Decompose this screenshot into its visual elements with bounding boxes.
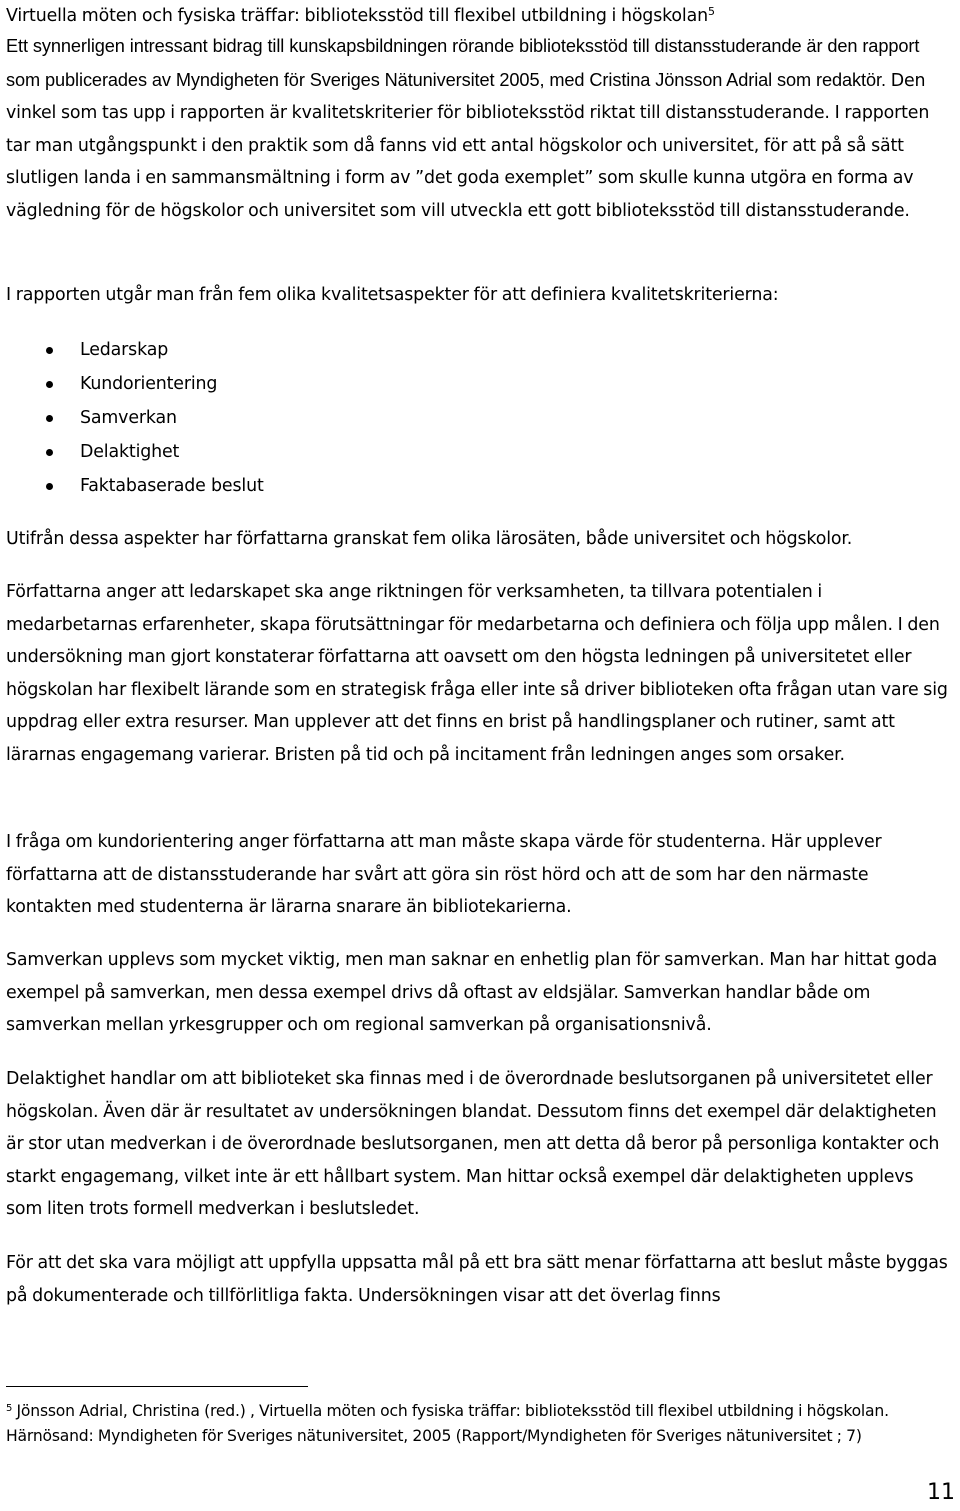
- footnote-reference: 5: [707, 5, 715, 18]
- page-number: 11: [927, 1480, 955, 1505]
- list-item: Kundorientering: [6, 367, 952, 401]
- heading-text: Virtuella möten och fysiska träffar: biblioteksstöd till flexibel utbildning i högskolan: [6, 6, 708, 26]
- footnote-mark: 5: [6, 1403, 13, 1414]
- paragraph-faktabaserade: För att det ska vara möjligt att uppfylla uppsatta mål på ett bra sätt menar författarna att beslut måste byggas på dokumenterade och tillförlitliga fakta. Undersökningen visar att det överlag finns: [6, 1253, 948, 1306]
- paragraph-examined: Utifrån dessa aspekter har författarna granskat fem olika lärosäten, både universitet och högskolor.: [6, 529, 853, 549]
- paragraph-ledarskap: Författarna anger att ledarskapet ska ange riktningen för verksamheten, ta tillvara potentialen i medarbetarnas erfarenheter, skapa förutsättningar för medarbetarna och definiera och följa upp målen. I den undersökning man gjort konstaterar författarna att oavsett om den högsta ledningen på universitetet eller högskolan har flexibelt lärande som en strategisk fråga eller inte så driver biblioteken ofta frågan utan vare sig uppdrag eller extra resurser. Man upplever att det finns en brist på handlingsplaner och rutiner, samt att lärarnas engagemang varierar. Bristen på tid och på incitament från ledningen anges som orsaker.: [6, 582, 948, 765]
- paragraph-kundorientering: I fråga om kundorientering anger författarna att man måste skapa värde för studenterna. Här upplever författarna att de distansstuderande har svårt att göra sin röst hörd och att de som har den närmaste kontakten med studenterna är lärarna snarare än bibliotekarierna.: [6, 832, 882, 917]
- list-item: Faktabaserade beslut: [6, 469, 952, 503]
- paragraph-aspects-intro: I rapporten utgår man från fem olika kvalitetsaspekter för att definiera kvalitetskriterierna:: [6, 285, 779, 305]
- paragraph-samverkan: Samverkan upplevs som mycket viktig, men man saknar en enhetlig plan för samverkan. Man har hittat goda exempel på samverkan, men dessa exempel drivs då oftast av eldsjälar. Samverkan handlar både om samverkan mellan yrkesgrupper och om regional samverkan på organisationsnivå.: [6, 950, 938, 1035]
- paragraph-intro-rest: Den vinkel som tas upp i rapporten är kvalitetskriterier för biblioteksstöd riktat till distansstuderande. I rapporten tar man utgångspunkt i den praktik som då fanns vid ett antal högskolor och universitet, för att på så sätt slutligen landa i en sammansmältning i form av ”det goda exemplet” som skulle kunna utgöra en forma av vägledning för de högskolor och universitet som vill utveckla ett gott biblioteksstöd till distansstuderande.: [6, 70, 930, 221]
- footnote-text: Jönsson Adrial, Christina (red.) , Virtuella möten och fysiska träffar: biblioteksstöd till flexibel utbildning i högskolan. Härnösand: Myndigheten för Sveriges nätuniversitet, 2005 (Rapport/Myndigheten för Sveriges nätuniversitet ; 7): [6, 1402, 889, 1445]
- footnote-separator: [6, 1386, 308, 1387]
- section-heading: [6, 0, 954, 33]
- paragraph-intro-lead: Ett synnerligen intressant bidrag till kunskapsbildningen rörande biblioteksstöd till distansstuderande är den rapport som publicerades av Myndigheten för Sveriges Nätuniversitet 2005, med Cristina Jönsson Adrial som redaktör.: [6, 36, 920, 90]
- list-item: Samverkan: [6, 401, 952, 435]
- list-item: Delaktighet: [6, 435, 952, 469]
- paragraph-delaktighet: Delaktighet handlar om att biblioteket ska finnas med i de överordnade beslutsorganen på universitetet eller högskolan. Även där är resultatet av undersökningen blandat. Dessutom finns det exempel där delaktigheten är stor utan medverkan i de överordnade beslutsorganen, men att detta då beror på personliga kontakter och starkt engagemang, vilket inte är ett hållbart system. Man hittar också exempel där delaktigheten upplevs som liten trots formell medverkan i beslutsledet.: [6, 1069, 940, 1219]
- paragraph-intro: [6, 30, 952, 227]
- list-item: Ledarskap: [6, 333, 952, 367]
- footnote: [6, 1399, 936, 1449]
- aspects-list: [6, 333, 952, 503]
